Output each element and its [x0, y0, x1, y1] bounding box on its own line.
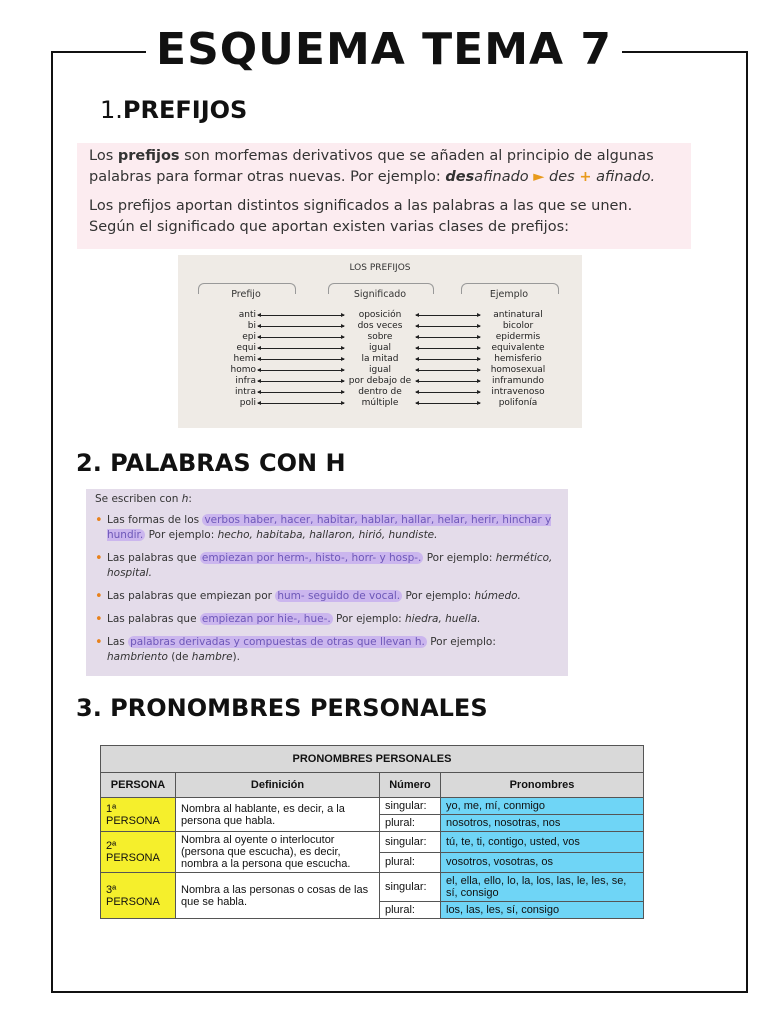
ejemplo: polifonía — [498, 398, 538, 408]
numero-cell: singular: — [380, 873, 441, 902]
prefijo-row — [178, 387, 582, 398]
highlight: empiezan por herm-, histo-, horr- y hosp-. — [201, 552, 422, 564]
numero-cell: plural: — [380, 902, 441, 919]
h-rules-list — [95, 513, 559, 665]
significado: dos veces — [357, 321, 403, 331]
text: Las palabras que — [107, 613, 200, 625]
ejemplo: intravenoso — [491, 387, 545, 397]
prefijo: infra — [235, 376, 256, 386]
significado: oposición — [358, 310, 402, 320]
list-item — [95, 589, 559, 604]
persona-cell: 1ª PERSONA — [101, 798, 176, 832]
highlight: verbos haber, hacer, habitar, hablar, hallar, helar, herir, hinchar y hundir. — [107, 514, 552, 541]
pronombres-cell: nosotros, nosotras, nos — [441, 815, 644, 832]
list-item — [95, 635, 559, 665]
prefijo: epi — [242, 332, 256, 342]
section-number: 1. — [100, 96, 123, 124]
example-rest: afinado — [474, 169, 529, 185]
example: hecho, habitaba, hallaron, hirió, hundiste. — [217, 529, 438, 541]
text: Se escriben con — [95, 493, 182, 505]
highlight: empiezan por hie-, hue-. — [201, 613, 331, 625]
significado: múltiple — [361, 398, 399, 408]
section-pronombres-heading: 3. PRONOMBRES PERSONALES — [76, 694, 488, 722]
page-title: ESQUEMA TEMA 7 — [146, 22, 622, 78]
text: Las — [107, 636, 129, 648]
prefijo: anti — [238, 310, 256, 320]
header-persona: PERSONA — [101, 773, 176, 798]
double-arrow-icon — [258, 315, 344, 316]
double-arrow-icon — [416, 315, 480, 316]
example: hambre — [191, 651, 233, 663]
bold-text: prefijos — [117, 148, 180, 164]
text: son morfemas derivativos que se añaden al principio de algunas palabras para formar otras nuevas. Por ejemplo: — [89, 148, 654, 185]
pronombres-table-caption: PRONOMBRES PERSONALES — [101, 746, 644, 773]
highlight: palabras derivadas y compuestas de otras que llevan h. — [130, 636, 425, 648]
numero-cell: plural: — [380, 815, 441, 832]
list-item — [95, 551, 559, 581]
col-prefijo: Prefijo — [231, 289, 261, 300]
ejemplo: homosexual — [490, 365, 546, 375]
persona-cell: 2ª PERSONA — [101, 832, 176, 873]
pronombres-body — [101, 798, 644, 919]
significado: sobre — [367, 332, 393, 342]
header-numero: Número — [380, 773, 441, 798]
table-row — [101, 798, 644, 815]
prefijo-row — [178, 321, 582, 332]
pronombres-cell: tú, te, ti, contigo, usted, vos — [441, 832, 644, 853]
prefijo-row — [178, 365, 582, 376]
prefijos-paragraph-1 — [89, 146, 679, 188]
prefijo-row — [178, 354, 582, 365]
header-definicion: Definición — [176, 773, 380, 798]
pronombres-cell: los, las, les, sí, consigo — [441, 902, 644, 919]
prefijo-row — [178, 332, 582, 343]
prefijo: bi — [247, 321, 256, 331]
example: hermético, hospital. — [107, 552, 553, 579]
significado: por debajo de — [348, 376, 412, 386]
ejemplo: antinatural — [493, 310, 543, 320]
double-arrow-icon — [416, 403, 480, 404]
prefijo-row — [178, 398, 582, 409]
table-row — [101, 873, 644, 902]
prefijos-table — [178, 255, 582, 428]
text: Las palabras que empiezan por — [107, 590, 276, 602]
double-arrow-icon — [258, 326, 344, 327]
persona-cell: 3ª PERSONA — [101, 873, 176, 919]
ejemplo: equivalente — [491, 343, 545, 353]
prefijo-row — [178, 310, 582, 321]
double-arrow-icon — [258, 337, 344, 338]
double-arrow-icon — [258, 381, 344, 382]
significado: igual — [369, 365, 391, 375]
pronombres-cell: el, ella, ello, lo, la, los, las, le, les, se, sí, consigo — [441, 873, 644, 902]
text: Por ejemplo: — [426, 636, 496, 648]
section-label: PREFIJOS — [122, 96, 248, 124]
prefijos-paragraph-2: Los prefijos aportan distintos significados a las palabras a las que se unen. Según el significado que aportan existen varias clases de prefijos: — [89, 198, 633, 235]
double-arrow-icon — [416, 381, 480, 382]
text: Las formas de los — [107, 514, 203, 526]
prefijo-row — [178, 343, 582, 354]
col-significado: Significado — [353, 289, 407, 300]
example: húmedo. — [474, 590, 521, 602]
double-arrow-icon — [258, 359, 344, 360]
double-arrow-icon — [416, 337, 480, 338]
ejemplo: epidermis — [495, 332, 541, 342]
palabras-h-box — [86, 489, 568, 676]
col-ejemplo: Ejemplo — [489, 289, 529, 300]
ejemplo: hemisferio — [494, 354, 542, 364]
pronombres-cell: yo, me, mí, conmigo — [441, 798, 644, 815]
double-arrow-icon — [416, 392, 480, 393]
prefijos-rows — [178, 310, 582, 409]
list-item — [95, 612, 559, 627]
text: ). — [232, 651, 240, 663]
example-prefix: des — [445, 169, 475, 185]
list-item — [95, 513, 559, 543]
double-arrow-icon — [416, 359, 480, 360]
text: Por ejemplo: — [145, 529, 218, 541]
text: Por ejemplo: — [423, 552, 496, 564]
arrow-icon: ► — [533, 169, 545, 185]
prefijo: intra — [235, 387, 256, 397]
ejemplo: inframundo — [492, 376, 544, 386]
numero-cell: plural: — [380, 852, 441, 873]
table-row — [101, 832, 644, 853]
double-arrow-icon — [416, 326, 480, 327]
example-afinado: afinado. — [596, 169, 656, 185]
double-arrow-icon — [258, 348, 344, 349]
definicion-cell: Nombra al hablante, es decir, a la persona que habla. — [176, 798, 380, 832]
section-prefijos-heading — [100, 96, 247, 124]
definicion-cell: Nombra al oyente o interlocutor (persona que escucha), es decir, nombra a la persona que escucha. — [176, 832, 380, 873]
double-arrow-icon — [258, 403, 344, 404]
text: : — [188, 493, 192, 505]
text: Por ejemplo: — [402, 590, 475, 602]
double-arrow-icon — [258, 370, 344, 371]
text: Las palabras que — [107, 552, 200, 564]
text: h — [181, 493, 189, 505]
pronombres-table — [100, 745, 644, 919]
prefijo-row — [178, 376, 582, 387]
ejemplo: bicolor — [502, 321, 534, 331]
pronombres-cell: vosotros, vosotras, os — [441, 852, 644, 873]
example: hambriento — [107, 651, 168, 663]
significado: dentro de — [358, 387, 402, 397]
section-h-heading: 2. PALABRAS CON H — [76, 449, 346, 477]
header-pronombres: Pronombres — [441, 773, 644, 798]
example-des: des — [549, 169, 575, 185]
prefijos-text-box — [77, 143, 691, 249]
highlight: hum- seguido de vocal. — [277, 590, 401, 602]
double-arrow-icon — [416, 370, 480, 371]
double-arrow-icon — [258, 392, 344, 393]
significado: igual — [369, 343, 391, 353]
significado: la mitad — [361, 354, 399, 364]
double-arrow-icon — [416, 348, 480, 349]
prefijo: poli — [239, 398, 256, 408]
text: (de — [167, 651, 192, 663]
text: Los — [89, 148, 118, 164]
prefijo: equi — [236, 343, 256, 353]
example: hiedra, huella. — [405, 613, 481, 625]
numero-cell: singular: — [380, 798, 441, 815]
numero-cell: singular: — [380, 832, 441, 853]
prefijo: hemi — [233, 354, 256, 364]
h-intro — [95, 492, 559, 507]
text: Por ejemplo: — [332, 613, 406, 625]
prefijo: homo — [230, 365, 256, 375]
definicion-cell: Nombra a las personas o cosas de las que se habla. — [176, 873, 380, 919]
title-wrap — [0, 22, 768, 78]
prefijos-table-title: LOS PREFIJOS — [349, 263, 411, 273]
plus-icon: + — [579, 169, 592, 185]
